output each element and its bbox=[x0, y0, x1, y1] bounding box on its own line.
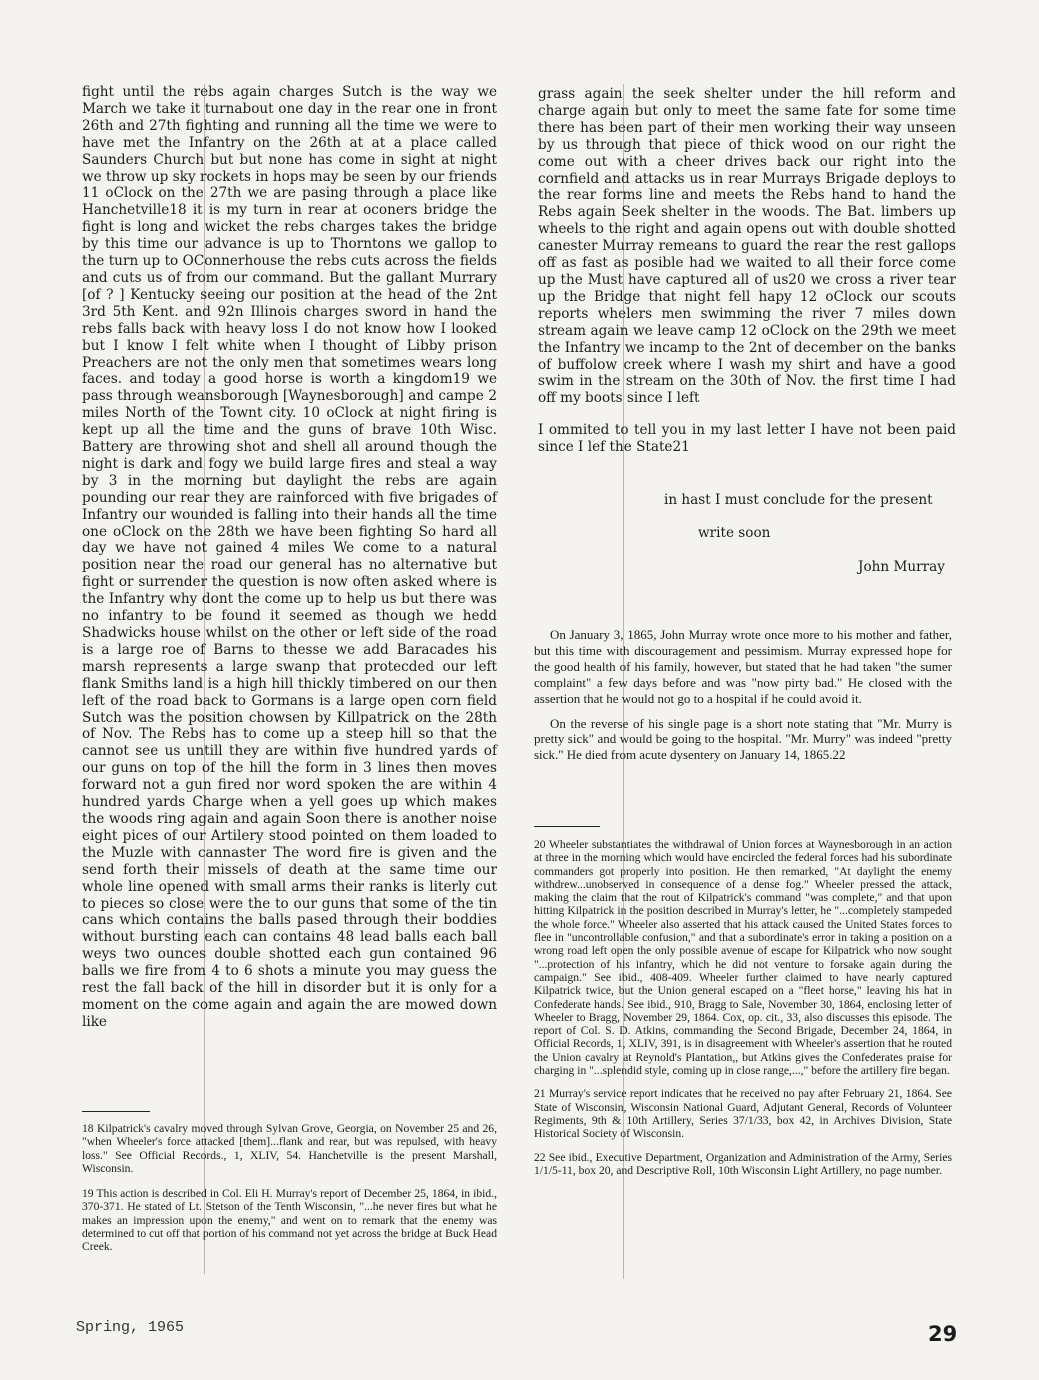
editorial-paragraph-1: On January 3, 1865, John Murray wrote once more to his mother and father, but this time with discouragement and pessimism. Murray expressed hope for the good health of his family, however, but stated that he had taken "the sumer complaint" a few days before and was "now pirty bad." He closed with the assertion that he would not go to a hospital if he could avoid it. bbox=[534, 627, 952, 706]
left-column bbox=[82, 84, 497, 1031]
footnote-19: 19 This action is described in Col. Eli H. Murray's report of December 25, 1864, in ibid., 370-371. He stated of Lt. Stetson of the Tenth Wisconsin, "...he never fires but what he makes an impression upon the enemy," and went on to remark that the enemy was determined to cut off that portion of his command not yet across the bridge at Buck Head Creek. bbox=[82, 1187, 497, 1254]
issue-footer: Spring, 1965 bbox=[76, 1319, 185, 1336]
editorial-commentary bbox=[534, 627, 952, 763]
page-number: 29 bbox=[928, 1322, 958, 1346]
letter-text-right: grass again the seek shelter under the hill reform and charge again but only to meet the same fate for some time there has been part of their men working their way unseen by us through that piece of thick wood on our right the come out with a cheer drives back our right into the cornfield and attacks us in rear Murrays Brigade deploys to the rear forms line and meets the Rebs hand to hand the Rebs again Seek shelter in the woods. The Bat. limbers up wheels to the right and again opens out with double shotted canester Murray remeans to guard the rear the rest gallops off as fast as posible had we waited to all their force come up the Must have captured all of us20 we cross a river tear up the Bridge that night fell hapy 12 oClock our scouts reports whelers men swimming the river 7 miles down stream again we leave camp 12 oClock on the 29th we meet the Infantry we incamp to the 2nt of december on the banks of buffolow creek where I wash my shirt and have a good swim in the stream on the 30th of Nov. the first time I had off my boots since I left bbox=[538, 86, 956, 407]
closing-line-2: write soon bbox=[698, 525, 771, 541]
right-footnotes bbox=[534, 838, 952, 1177]
letter-text-left: fight until the rebs again charges Sutch is the way we March we take it turnabout one day in the rear one in front 26th and 27th fighting and running all the time we were to have met the Infantry on the 26th at at a place called Saunders Church but but none has come in sight at night we throw up sky rockets in hops may be seen by our friends 11 oClock on the 27th we are pasing through a place like Hanchetville18 it is my turn in rear at oconers bridge the fight is long and wicket the rebs charges takes the bridge by this time our advance is up to Thorntons we gallop to the turn up to OConnerhouse the rebs cuts across the fields and cuts us of from our command. But the gallant Murrary [of ? ] Kentucky seeing our position at the head of the 2nt 3rd 5th Kent. and 92n Illinois charges sword in hand the rebs falls back with heavy loss I do not know how I looked but I know I felt white when I thought of Libby prison Preachers are not the only men that sometimes wears long faces. and today a good horse is worth a kingdom19 we pass through weansborough [Waynesborough] and campe 2 miles North of the Townt city. 10 oClock at night firing is kept up all the time and the guns of brave 10th Wisc. Battery are throwing shot and shell all around though the night is dark and fogy we build large fires and steal a way by 3 in the morning but daylight the rebs are again pounding our rear they are rainforced with five brigades of Infantry our wounded is falling into their hands all the time one oClock on the 28th we have been fighting So hard all day we have not gained 4 miles We come to a natural position near the road our general has no alternative but fight or surrender the question is now often asked where is the Infantry why dont the come up to help us but there was no infantry to be found it seemed as though we hedd Shadwicks house whilst on the other or left side of the road is a large roe of Barns to thesse we add Baracades his marsh represents a large swanp that protecded our left flank Smiths land is a high hill thickly timbered on our then left of the road back to Gormans is a large open corn field Sutch was the position chowsen by Killpatrick on the 28th of Nov. The Rebs has to come up a steep hill so that the cannot see us untill they are within five hundred yards of our guns on top of the hill the form in 3 lines then moves forward not a gun fired nor word spoken the are within 4 hundred yards Charge when a yell goes up which makes the woods ring again and again Soon there is another noise eight pices of our Artilery stood pointed on them loaded to the Muzle with cannaster The word fire is given and the send forth their missels of death at the same time our whole line opened with small arms their ranks is literly cut to pieces so close were the to our guns that some of the tin cans which contains the balls pased through their boddies without bursting each can contains 48 lead balls each ball weys two ounces double shotted each gun contained 96 balls we fire from 4 to 6 shots a minute you may guess the rest the fall back of the hill in disorder but it is only for a moment on the come again and again the are mowed down like bbox=[82, 84, 497, 1030]
footnote-divider-right bbox=[534, 826, 600, 827]
closing-line-1: in hast I must conclude for the present bbox=[664, 492, 933, 508]
footnote-22: 22 See ibid., Executive Department, Organization and Administration of the Army, Series 1/1/5-11, box 20, and Descriptive Roll, 10th Wisconsin Light Artillery, no page number. bbox=[534, 1150, 952, 1177]
left-footnotes bbox=[82, 1122, 497, 1254]
footnote-divider-left bbox=[82, 1111, 150, 1112]
footnote-20: 20 Wheeler substantiates the withdrawal of Union forces at Waynesborough in an action at three in the morning which would have encircled the federal forces had his subordinate commanders got properly into position. He then remarked, "At daylight the enemy withdrew...unobserved in consequence of a dense fog." Wheeler pressed the attack, making the claim that the rout of Kilpatrick's command "was complete," and that upon hitting Kilpatrick in the position described in Murray's letter, he "...completely stampeded the whole force." Wheeler also asserted that his attack caused the United States forces to flee in "uncontrollable confusion," and that a subordinate's error in taking a position on a wrong road left open the only possible avenue of escape for Kilpatrick who now sought "...protection of his infantry, which he did not venture to forsake again during the campaign." See ibid., 408-409. Wheeler further claimed to have nearly captured Kilpatrick twice, but the Union general escaped on a "fleet horse," leaving his hat in Confederate hands. See ibid., 910, Bragg to Sale, November 30, 1864, enclosing letter of Wheeler to Bragg, November 29, 1864. Cox, op. cit., 33, also discusses this episode. The report of Col. S. D. Atkins, commanding the Second Brigade, December 24, 1864, in Official Records, 1, XLIV, 391, is in disagreement with Wheeler's assertion that he routed the Union cavalry at Reynold's Plantation,, but Atkins gives the Confederates praise for charging in "...splendid style, coming up in close range,...," before the artillery fire began. bbox=[534, 838, 952, 1078]
footnote-21: 21 Murray's service report indicates that he received no pay after February 21, 1864. See State of Wisconsin, Wisconsin National Guard, Adjutant General, Records of Volunteer Regiments, 9th & 10th Artillery, Series 37/1/33, box 42, in Archives Division, State Historical Society of Wisconsin. bbox=[534, 1087, 952, 1141]
footnote-18: 18 Kilpatrick's cavalry moved through Sylvan Grove, Georgia, on November 25 and 26, "when Wheeler's force attacked [them]...flank and rear, but was repulsed, with heavy loss." See Official Records., 1, XLIV, 54. Hanchetville is the present Marshall, Wisconsin. bbox=[82, 1122, 497, 1175]
editorial-paragraph-2: On the reverse of his single page is a short note stating that "Mr. Murry is pretty sick" and would be going to the hospital. "Mr. Murry" was indeed "pretty sick." He died from acute dysentery on January 14, 1865.22 bbox=[534, 715, 952, 763]
signature: John Murray bbox=[858, 559, 945, 575]
right-column bbox=[538, 86, 956, 456]
postscript: I ommited to tell you in my last letter I have not been paid since I lef the State21 bbox=[538, 422, 956, 456]
